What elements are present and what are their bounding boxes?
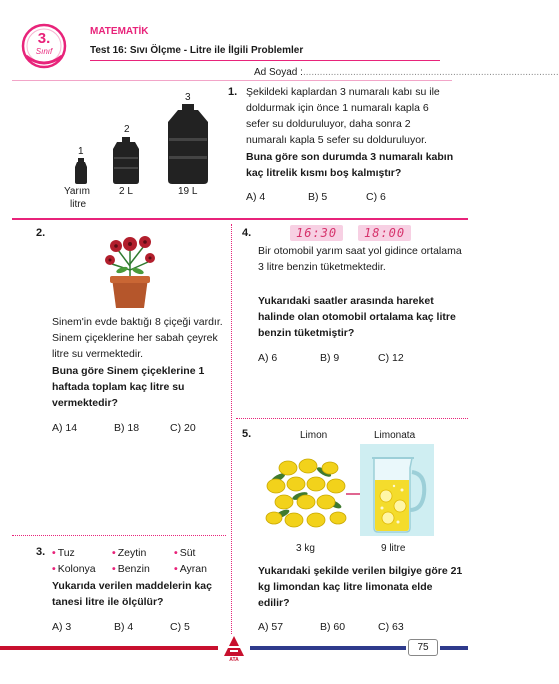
q5-question: Yukarıdaki şekilde verilen bilgiye göre 21 kg limondan kaç litre limonata elde edilir? xyxy=(258,565,463,609)
bullet-icon: • xyxy=(112,547,116,559)
q1-option-b[interactable]: B) 5 xyxy=(308,191,328,203)
q3-item-kolonya: Kolonya xyxy=(57,563,96,575)
q5-options xyxy=(258,621,404,633)
q4-options xyxy=(258,352,404,364)
bullet-icon: • xyxy=(112,563,116,575)
container-2-label: 2 L xyxy=(119,186,133,197)
q1-text: Şekildeki kaplardan 3 numaralı kabı su ile doldurmak için önce 1 numaralı kapla 6 sefer su dolduruluyor, daha sonra 2 numaralı kapla 5 sefer su dolduruluyor. xyxy=(246,86,440,146)
q5-label-lemon: Limon xyxy=(300,430,328,441)
grade-badge xyxy=(20,22,68,70)
lemon-pile-icon xyxy=(264,458,348,530)
q4-text: Bir otomobil yarım saat yol gidince ortalama 3 litre benzin tüketmektedir. xyxy=(258,245,462,273)
jug-medium-icon xyxy=(111,137,141,184)
potted-flower-icon xyxy=(100,226,160,310)
grade-number: 3. xyxy=(37,30,51,47)
q4-number: 4. xyxy=(242,227,252,239)
container-3-label: 19 L xyxy=(178,186,198,197)
footer-logo-text: ATA xyxy=(229,657,239,663)
q5-amount-lemonade: 9 litre xyxy=(381,543,406,554)
footer-blue-bar-end xyxy=(440,646,468,650)
bullet-icon: • xyxy=(52,563,56,575)
q4-option-a[interactable]: A) 6 xyxy=(258,352,278,364)
q3-items-row1 xyxy=(52,545,228,561)
header-divider xyxy=(12,80,452,81)
horizontal-divider-top xyxy=(12,218,468,220)
q2-option-b[interactable]: B) 18 xyxy=(114,422,140,434)
q5-number: 5. xyxy=(242,428,252,440)
q2-option-c[interactable]: C) 20 xyxy=(170,422,196,434)
container-2-number: 2 xyxy=(124,124,130,135)
q3-item-benzin: Benzin xyxy=(117,563,150,575)
q4-question: Yukarıdaki saatler arasında hareket halinde olan otomobil ortalama kaç litre benzin tüketmiştir? xyxy=(258,295,456,339)
footer-red-bar xyxy=(0,646,218,650)
q3-options xyxy=(52,621,190,633)
bullet-icon: • xyxy=(174,547,178,559)
q2-options xyxy=(52,422,196,434)
horizontal-divider-left xyxy=(12,535,226,536)
name-label: Ad Soyad : xyxy=(254,67,303,78)
q5-label-lemonade: Limonata xyxy=(374,430,416,441)
q3-item-zeytin: Zeytin xyxy=(117,547,147,559)
footer-blue-bar xyxy=(250,646,406,650)
container-3-number: 3 xyxy=(185,92,191,103)
vertical-divider xyxy=(231,224,232,634)
digital-clock-start: 16:30 xyxy=(290,225,343,241)
lemonade-pitcher-icon xyxy=(360,444,434,536)
q5-option-a[interactable]: A) 57 xyxy=(258,621,284,633)
container-1-label-line1: Yarım xyxy=(64,186,90,197)
q1-option-c[interactable]: C) 6 xyxy=(366,191,386,203)
bullet-icon: • xyxy=(174,563,178,575)
q3-item-sut: Süt xyxy=(179,547,196,559)
q3-option-c[interactable]: C) 5 xyxy=(170,621,190,633)
q2-text: Sinem'in evde baktığı 8 çiçeği vardır. Sinem çiçeklerine her sabah çeyrek litre su vermektedir. xyxy=(52,316,223,360)
q2-question: Buna göre Sinem çiçeklerine 1 haftada toplam kaç litre su vermektedir? xyxy=(52,365,205,409)
q3-items-row2 xyxy=(52,561,228,577)
q1-question: Buna göre son durumda 3 numaralı kabın kaç litrelik kısmı boş kalmıştır? xyxy=(246,151,454,179)
q5-option-c[interactable]: C) 63 xyxy=(378,621,404,633)
bottle-small-icon xyxy=(74,158,88,184)
q3-number: 3. xyxy=(36,546,46,558)
digital-clock-end: 18:00 xyxy=(358,225,411,241)
q4-option-c[interactable]: C) 12 xyxy=(378,352,404,364)
q1-options xyxy=(246,191,386,203)
q5-amount-lemon: 3 kg xyxy=(296,543,315,554)
grade-word: Sınıf xyxy=(35,47,53,56)
container-1-label-line2: litre xyxy=(70,199,87,210)
horizontal-divider-right xyxy=(236,418,468,419)
container-1-number: 1 xyxy=(78,146,84,157)
page-number: 75 xyxy=(408,639,438,656)
test-title: Test 16: Sıvı Ölçme - Litre ile İlgili Problemler xyxy=(90,45,304,56)
footer-logo xyxy=(222,634,246,663)
q1-option-a[interactable]: A) 4 xyxy=(246,191,266,203)
q1-number: 1. xyxy=(228,86,238,98)
q2-number: 2. xyxy=(36,227,46,239)
ata-logo-icon xyxy=(222,634,246,658)
q4-option-b[interactable]: B) 9 xyxy=(320,352,340,364)
header-underline xyxy=(90,60,440,61)
q5-option-b[interactable]: B) 60 xyxy=(320,621,346,633)
subject-title: MATEMATİK xyxy=(90,26,149,37)
q3-option-a[interactable]: A) 3 xyxy=(52,621,72,633)
q2-option-a[interactable]: A) 14 xyxy=(52,422,78,434)
q3-question: Yukarıda verilen maddelerin kaç tanesi litre ile ölçülür? xyxy=(52,580,212,608)
q3-item-tuz: Tuz xyxy=(57,547,75,559)
name-field-dots[interactable]: ............................................................................................ xyxy=(303,67,559,78)
water-carboy-icon xyxy=(164,104,212,184)
q3-item-ayran: Ayran xyxy=(179,563,207,575)
bullet-icon: • xyxy=(52,547,56,559)
q3-option-b[interactable]: B) 4 xyxy=(114,621,134,633)
